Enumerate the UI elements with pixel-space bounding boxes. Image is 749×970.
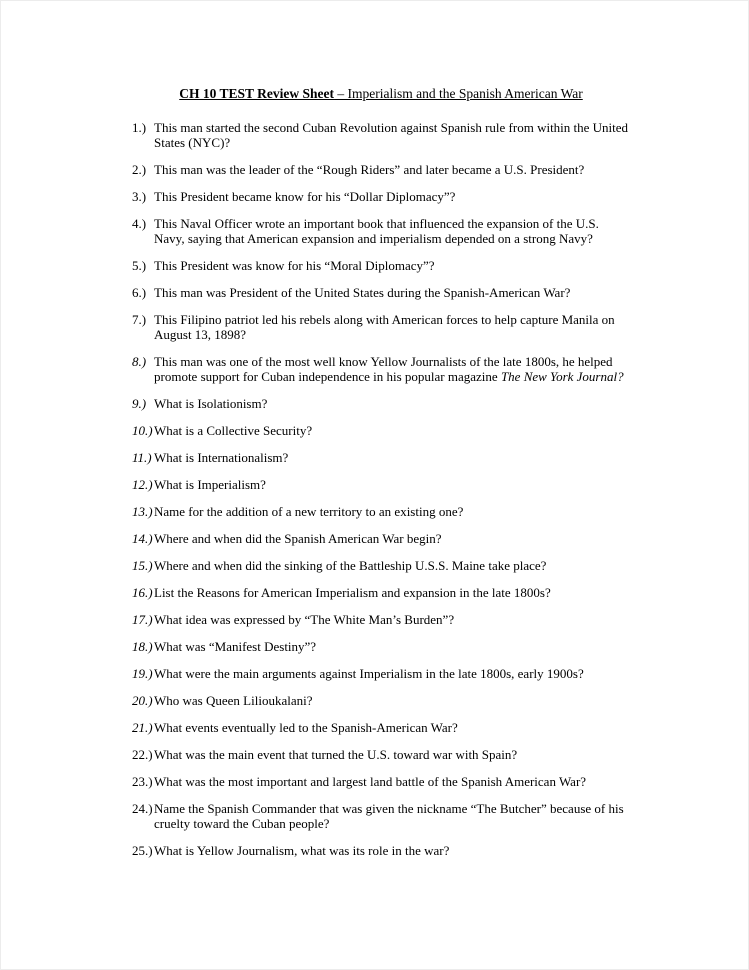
question-item [132, 189, 630, 204]
question-item [132, 843, 630, 858]
question-item [132, 504, 630, 519]
question-item [132, 477, 630, 492]
question-text: Where and when did the Spanish American War begin? [154, 531, 442, 546]
question-text: What was “Manifest Destiny”? [154, 639, 317, 654]
page-title-bold: CH 10 TEST Review Sheet [179, 86, 335, 101]
question-item [132, 720, 630, 735]
question-item [132, 162, 630, 177]
question-number: 14.) [132, 531, 153, 546]
question-number: 5.) [132, 258, 147, 273]
question-list [132, 120, 630, 858]
question-text: This man started the second Cuban Revolution against Spanish rule from within the United States (NYC)? [154, 120, 629, 150]
question-number: 16.) [132, 585, 153, 600]
question-number: 12.) [132, 477, 153, 492]
page-title [132, 85, 630, 102]
question-number: 8.) [132, 354, 147, 369]
question-number: 21.) [132, 720, 153, 735]
question-number: 15.) [132, 558, 153, 573]
question-text: Who was Queen Lilioukalani? [154, 693, 313, 708]
question-number: 4.) [132, 216, 147, 231]
question-text: This Filipino patriot led his rebels along with American forces to help capture Manila on August 13, 1898? [154, 312, 615, 342]
question-number: 13.) [132, 504, 153, 519]
question-item [132, 450, 630, 465]
question-item [132, 423, 630, 438]
question-number: 18.) [132, 639, 153, 654]
question-number: 20.) [132, 693, 153, 708]
question-number: 19.) [132, 666, 153, 681]
question-item [132, 396, 630, 411]
question-text: This man was the leader of the “Rough Riders” and later became a U.S. President? [154, 162, 585, 177]
question-item [132, 666, 630, 681]
question-item [132, 612, 630, 627]
question-item [132, 747, 630, 762]
question-item [132, 285, 630, 300]
question-text: What was the main event that turned the U.S. toward war with Spain? [154, 747, 518, 762]
question-item [132, 801, 630, 831]
question-text: This man was one of the most well know Yellow Journalists of the late 1800s, he helped promote support for Cuban independence in his popular magazine [154, 354, 613, 384]
question-number: 6.) [132, 285, 147, 300]
question-number: 11.) [132, 450, 152, 465]
question-number: 23.) [132, 774, 153, 789]
question-number: 3.) [132, 189, 147, 204]
page-title-underlined [179, 86, 583, 101]
question-number: 9.) [132, 396, 147, 411]
question-text: What is a Collective Security? [154, 423, 313, 438]
question-text-italic: The New York Journal? [500, 369, 624, 384]
question-text: Name the Spanish Commander that was given the nickname “The Butcher” because of his cruelty toward the Cuban people? [154, 801, 624, 831]
question-item [132, 774, 630, 789]
question-number: 24.) [132, 801, 153, 816]
question-text: List the Reasons for American Imperialism and expansion in the late 1800s? [154, 585, 551, 600]
question-number: 17.) [132, 612, 153, 627]
question-text: Where and when did the sinking of the Battleship U.S.S. Maine take place? [154, 558, 547, 573]
question-item [132, 312, 630, 342]
question-text: What events eventually led to the Spanish-American War? [154, 720, 458, 735]
question-text: What is Internationalism? [154, 450, 289, 465]
question-number: 22.) [132, 747, 153, 762]
question-text: What were the main arguments against Imperialism in the late 1800s, early 1900s? [154, 666, 584, 681]
question-text: What is Imperialism? [154, 477, 266, 492]
question-text: This President was know for his “Moral Diplomacy”? [154, 258, 435, 273]
question-text: What was the most important and largest land battle of the Spanish American War? [154, 774, 587, 789]
question-number: 10.) [132, 423, 153, 438]
question-item [132, 558, 630, 573]
question-item [132, 639, 630, 654]
question-number: 1.) [132, 120, 147, 135]
question-number: 25.) [132, 843, 153, 858]
question-text: This President became know for his “Dollar Diplomacy”? [154, 189, 456, 204]
question-text: What is Isolationism? [154, 396, 268, 411]
question-item [132, 120, 630, 150]
question-item [132, 585, 630, 600]
question-item [132, 531, 630, 546]
question-item [132, 354, 630, 384]
question-text: This man was President of the United States during the Spanish-American War? [154, 285, 571, 300]
question-text: Name for the addition of a new territory to an existing one? [154, 504, 464, 519]
document-content [1, 1, 748, 858]
page-title-subtitle: – Imperialism and the Spanish American War [334, 86, 583, 101]
question-item [132, 258, 630, 273]
question-item [132, 216, 630, 246]
question-number: 7.) [132, 312, 147, 327]
question-number: 2.) [132, 162, 147, 177]
question-text: What is Yellow Journalism, what was its role in the war? [154, 843, 450, 858]
question-item [132, 693, 630, 708]
question-text: What idea was expressed by “The White Man’s Burden”? [154, 612, 455, 627]
question-text: This Naval Officer wrote an important book that influenced the expansion of the U.S. Navy, saying that American expansion and imperialism depended on a strong Navy? [154, 216, 599, 246]
